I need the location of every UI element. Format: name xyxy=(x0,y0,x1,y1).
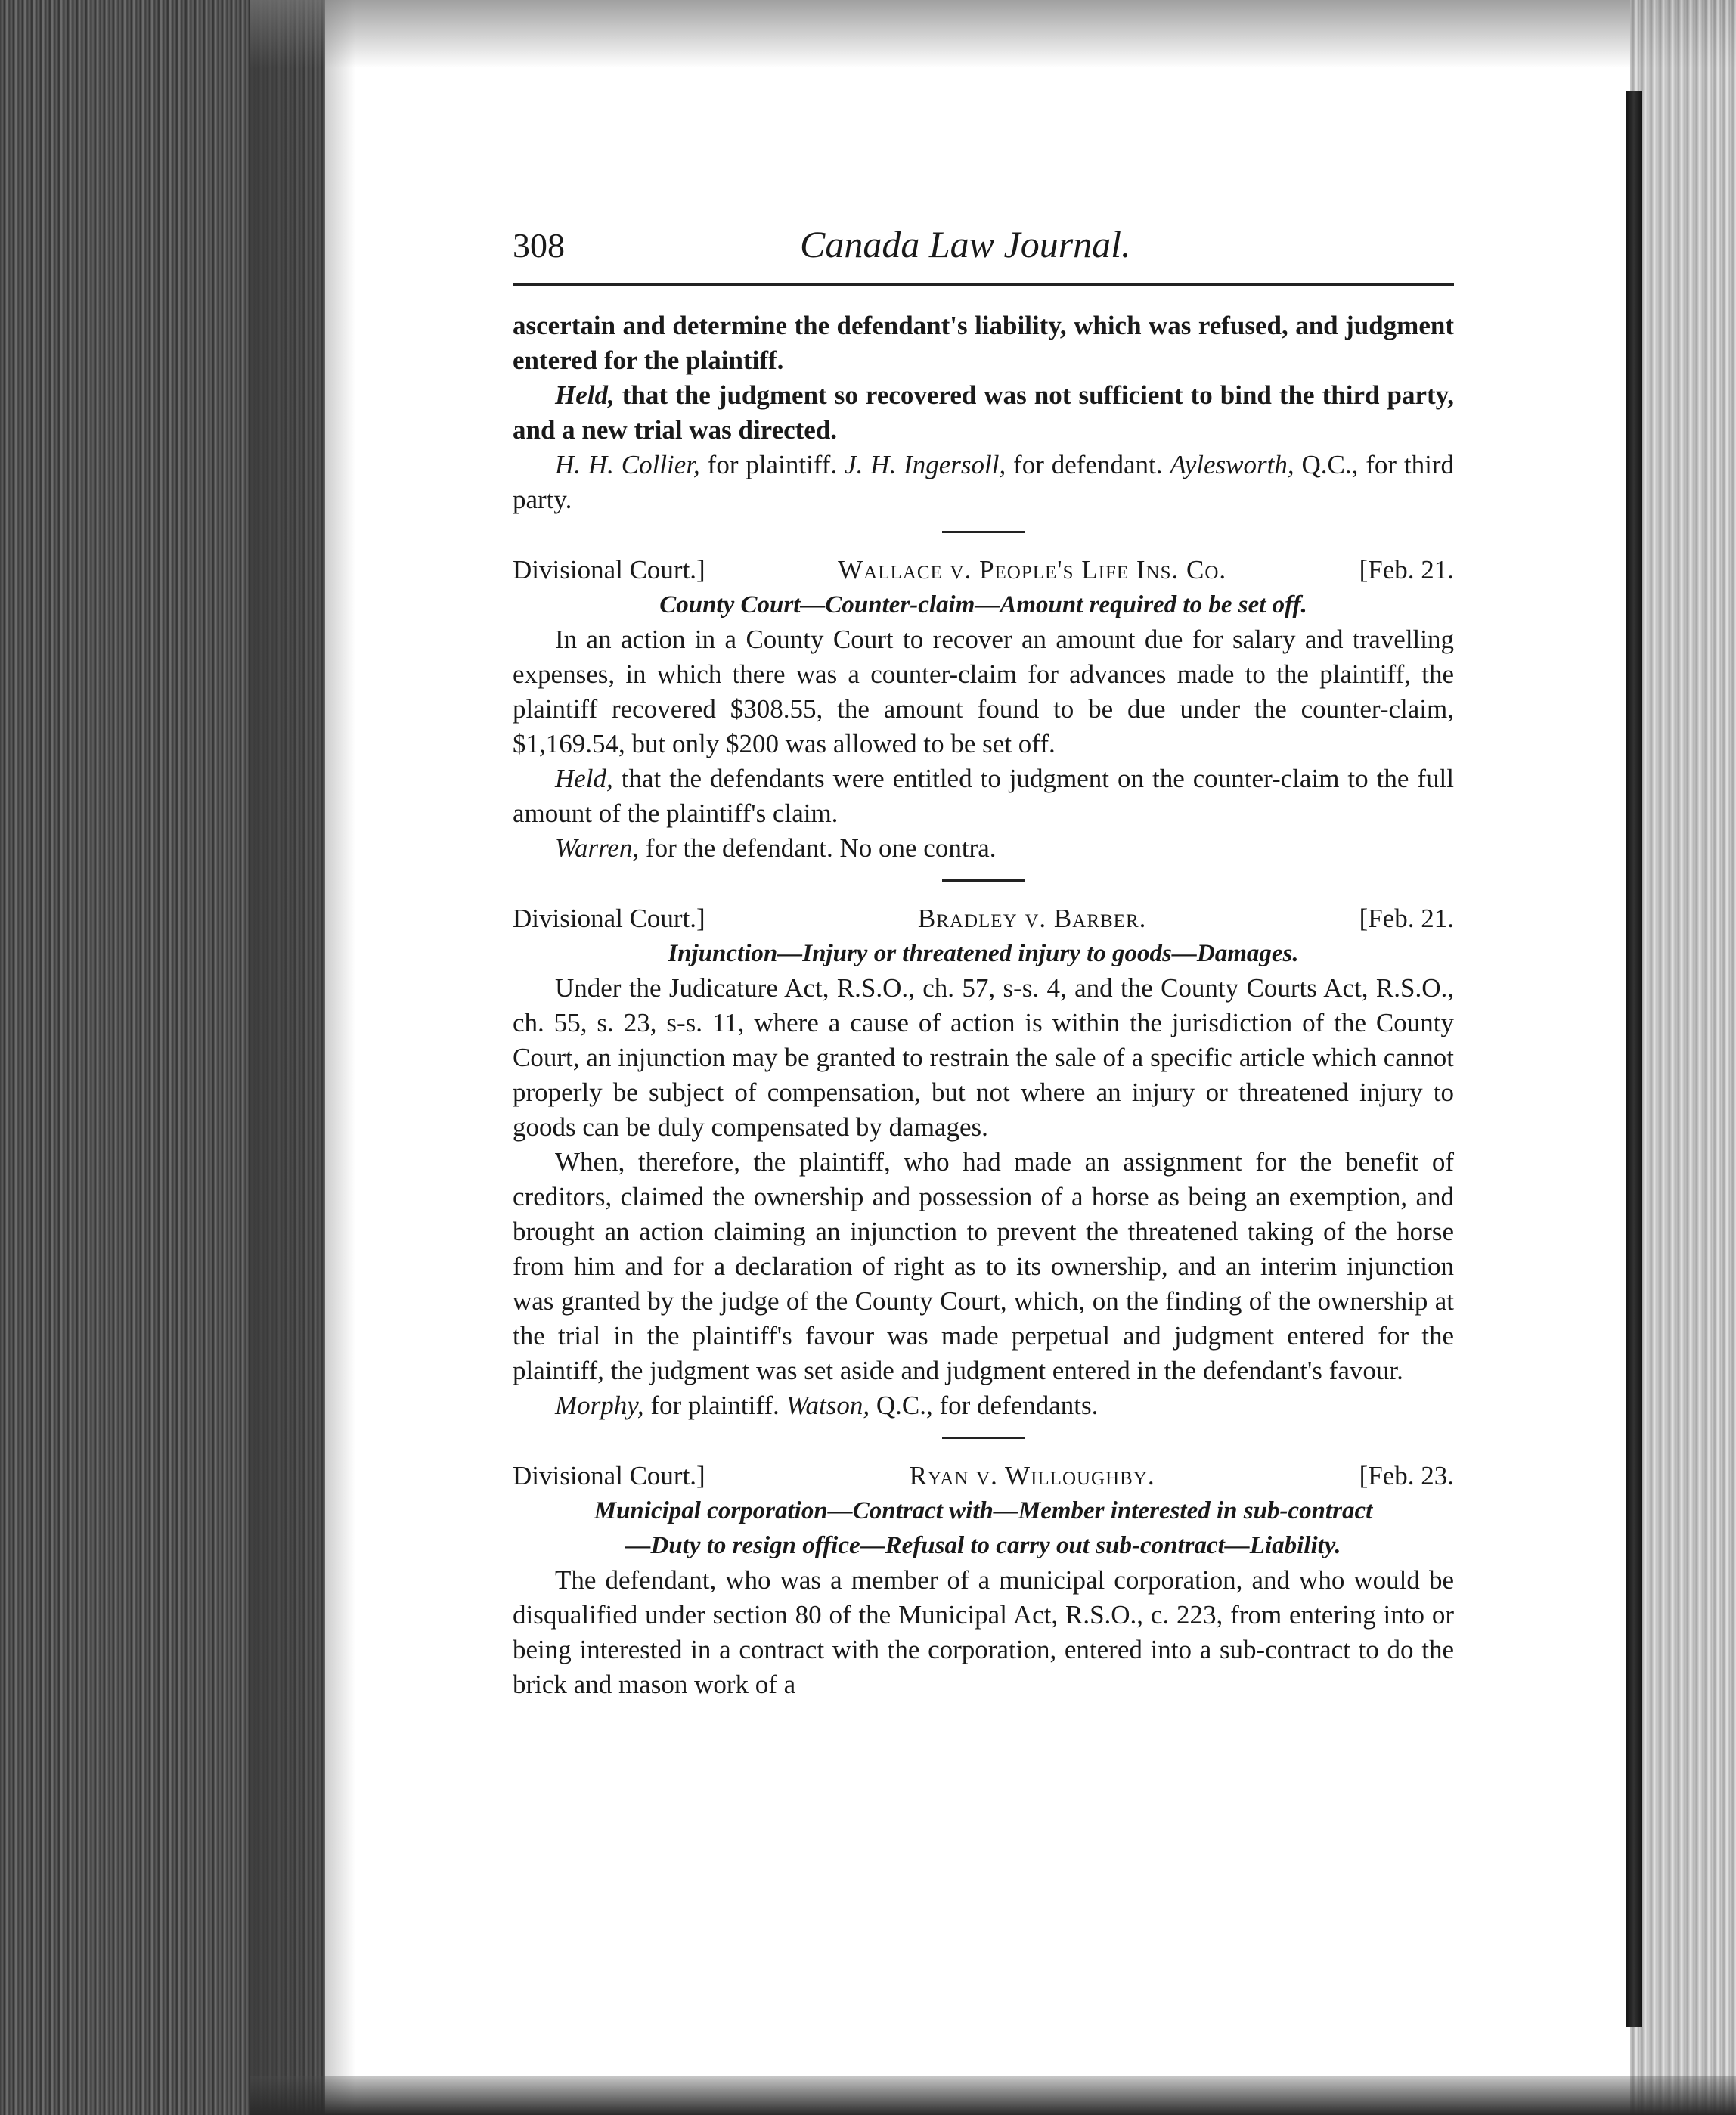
counsel-name: Morphy, xyxy=(555,1391,644,1420)
held-text: that the defendants were entitled to judgment on the counter-claim to the full amount of the plaintiff's claim. xyxy=(513,764,1454,828)
intro-held-paragraph xyxy=(513,378,1454,448)
intro-paragraph: ascertain and determine the defendant's liability, which was refused, and judgment entered for the plaintiff. xyxy=(513,311,1454,375)
case-heading xyxy=(513,1459,1454,1493)
case-title: Bradley v. Barber. xyxy=(917,904,1147,933)
case-title: Ryan v. Willoughby. xyxy=(909,1461,1155,1490)
case-counsel xyxy=(513,831,1454,866)
held-word: Held, xyxy=(555,380,615,410)
right-edge-bar xyxy=(1626,91,1642,2027)
case-date: [Feb. 21. xyxy=(1359,555,1454,585)
page-header xyxy=(513,219,1454,280)
top-edge-shadow xyxy=(250,0,1736,68)
counsel-role: for defendant. xyxy=(1006,450,1170,479)
case-paragraph: When, therefore, the plaintiff, who had made an assignment for the benefit of creditors, claimed the ownership and possession of a horse as being an exemption, and brought an action claiming an injunction to prevent the threatened taking of the horse from him and for a declaration of right as to its ownership, and an interim injunction was granted by the judge of the County Court, which, on the finding of the ownership at the trial in the plaintiff's favour was made perpetual and judgment entered for the plaintiff, the judgment was set aside and judgment entered in the defendant's favour. xyxy=(513,1147,1454,1385)
counsel-name: Aylesworth, xyxy=(1170,450,1294,479)
case-subhead: Municipal corporation—Contract with—Member interested in sub-contract xyxy=(594,1497,1373,1524)
header-rule xyxy=(513,283,1454,286)
case-paragraph: The defendant, who was a member of a municipal corporation, and who would be disqualified under section 80 of the Municipal Act, R.S.O., c. 223, from entering into or being interested in a contract with the corporation, entered into a sub-contract to do the brick and mason work of a xyxy=(513,1565,1454,1699)
section-divider xyxy=(942,531,1025,533)
case-paragraph: Under the Judicature Act, R.S.O., ch. 57, s-s. 4, and the County Courts Act, R.S.O., ch. 55, s. 23, s-s. 11, where a cause of action is within the jurisdiction of the County Court, an injunction may be granted to restrain the sale of a specific article which cannot properly be subject of compensation, but not where an injury or threatened injury to goods can be duly compensated by damages. xyxy=(513,973,1454,1142)
right-page-edge xyxy=(1630,0,1736,2115)
gutter-shadow xyxy=(250,0,355,2115)
case-date: [Feb. 23. xyxy=(1359,1461,1454,1490)
section-divider xyxy=(942,879,1025,882)
case-paragraph: In an action in a County Court to recover an amount due for salary and travelling expenses, in which there was a counter-claim for advances made to the plaintiff, the plaintiff recovered $308.55, the amount found to be due under the counter-claim, $1,169.54, but only $200 was allowed to be set off. xyxy=(513,625,1454,758)
court-name: Divisional Court.] xyxy=(513,1461,705,1490)
case-counsel xyxy=(513,1388,1454,1423)
counsel-role: Q.C., for defendants. xyxy=(870,1391,1099,1420)
held-word: Held, xyxy=(555,764,613,793)
court-name: Divisional Court.] xyxy=(513,555,705,585)
page-content xyxy=(513,309,1454,1702)
case-subhead: Injunction—Injury or threatened injury to goods—Damages. xyxy=(668,940,1299,967)
section-divider xyxy=(942,1437,1025,1439)
case-held-paragraph xyxy=(513,761,1454,831)
counsel-name: J. H. Ingersoll, xyxy=(845,450,1006,479)
intro-counsel xyxy=(513,448,1454,517)
held-text: that the judgment so recovered was not sufficient to bind the third party, and a new trial was directed. xyxy=(513,380,1454,445)
case-heading xyxy=(513,901,1454,936)
case-title: Wallace v. People's Life Ins. Co. xyxy=(838,555,1227,585)
bottom-edge-shadow xyxy=(250,2076,1736,2115)
court-name: Divisional Court.] xyxy=(513,904,705,933)
running-head: Canada Law Journal. xyxy=(800,223,1131,265)
counsel-role: for plaintiff. xyxy=(643,1391,786,1420)
case-date: [Feb. 21. xyxy=(1359,904,1454,933)
page-number: 308 xyxy=(513,226,565,265)
case-subhead: County Court—Counter-claim—Amount required to be set off. xyxy=(659,591,1307,619)
counsel-role: for the defendant. No one contra. xyxy=(639,833,997,863)
journal-page xyxy=(513,219,1454,1699)
counsel-role: Q.C., for third party. xyxy=(513,450,1454,514)
counsel-name: Watson, xyxy=(786,1391,870,1420)
case-subhead-continued: —Duty to resign office—Refusal to carry out sub-contract—Liability. xyxy=(625,1532,1341,1559)
counsel-role: for plaintiff. xyxy=(699,450,845,479)
case-heading xyxy=(513,553,1454,588)
counsel-name: H. H. Collier, xyxy=(555,450,700,479)
counsel-name: Warren, xyxy=(555,833,640,863)
